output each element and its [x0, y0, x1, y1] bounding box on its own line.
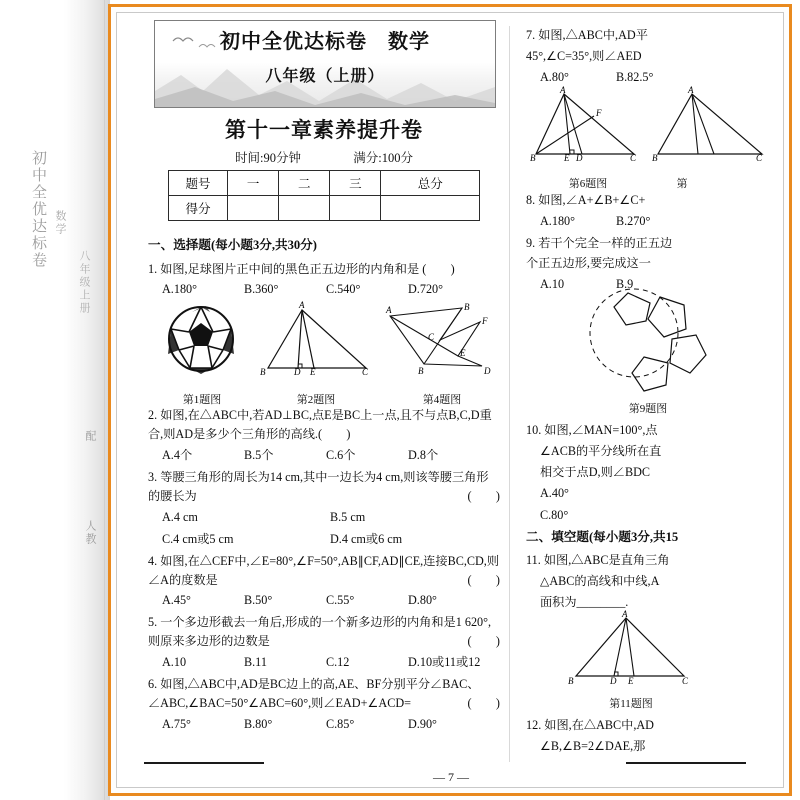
spine-title-text: 初中全优达标卷 [30, 150, 46, 269]
footer-rule-left [144, 762, 264, 764]
svg-text:B: B [530, 152, 536, 163]
svg-text:B: B [260, 367, 266, 378]
svg-text:C: C [682, 676, 689, 687]
table-row [169, 171, 480, 196]
figure-captions-row-1 [148, 392, 500, 406]
question-3-paren: ( ) [467, 488, 500, 503]
svg-text:D: D [576, 152, 583, 163]
question-8 [526, 191, 776, 210]
score-table-cell: 得分 [169, 196, 228, 221]
svg-text:E: E [628, 676, 634, 687]
figure-4-shape [384, 304, 496, 376]
spine-mark-text: 配 [84, 430, 96, 443]
question-1 [148, 260, 500, 279]
svg-text:D: D [484, 366, 491, 377]
option-b[interactable]: B.5个 [244, 448, 274, 463]
option-c[interactable]: C.6个 [326, 448, 356, 463]
svg-text:B: B [418, 366, 424, 377]
caption-fig-11: 第11题图 [609, 698, 653, 711]
option-c[interactable]: C.540° [326, 282, 361, 297]
option-a[interactable]: A.10 [540, 277, 565, 292]
svg-text:E: E [460, 348, 466, 359]
question-6 [148, 675, 500, 713]
spine-subject-text: 数学 [54, 210, 66, 236]
caption-fig-1: 第1题图 [182, 394, 222, 407]
question-11-number: 11. [526, 553, 541, 568]
question-3-number: 3. [148, 470, 158, 485]
option-b[interactable]: B.270° [616, 213, 651, 228]
question-8-options [526, 212, 776, 231]
score-table-cell: 一 [228, 171, 279, 196]
question-9-number: 9. [526, 235, 536, 250]
option-c[interactable]: C.12 [326, 655, 350, 670]
question-6-number: 6. [148, 677, 158, 692]
score-table [168, 170, 480, 221]
spine-grade-text: 八年级上册 [78, 250, 90, 315]
caption-fig-9: 第9题图 [628, 403, 668, 416]
question-11-text: 如图,△ABC是直角三角 [543, 553, 670, 568]
question-8-number: 8. [526, 192, 536, 207]
svg-text:C: C [362, 367, 369, 378]
question-7-text-line2: 45°,∠C=35°,则∠AED [526, 48, 642, 63]
question-9-text: 若干个完全一样的正五边 [538, 235, 673, 250]
question-4-paren: ( ) [467, 572, 500, 587]
left-column [148, 236, 500, 737]
figure-7-triangle [652, 84, 770, 163]
option-b[interactable]: B.360° [244, 282, 279, 297]
question-3-text: 等腰三角形的周长为14 cm,其中一边长为4 cm,则该等腰三角形的腰长为 [148, 470, 489, 503]
book-title: 初中全优达标卷 数学 [220, 31, 430, 53]
score-table-cell: 总分 [381, 171, 480, 196]
svg-text:A: A [386, 305, 392, 316]
exam-meta [154, 148, 494, 166]
figures-row-right-3 [526, 609, 776, 692]
question-1-options [148, 280, 500, 299]
page-content [126, 18, 776, 784]
question-2 [148, 406, 500, 444]
book-grade: 八年级（上册） [265, 68, 385, 85]
svg-text:A: A [560, 84, 566, 95]
question-9 [526, 234, 776, 253]
spine-publisher-text: 人教 [84, 520, 96, 546]
question-4-text: 如图,在△CEF中,∠E=80°,∠F=50°,AB∥CF,AD∥CE,连接BC,CD,则∠A的度数是 [148, 553, 500, 587]
question-10-option-c [526, 506, 776, 525]
score-table-cell [381, 196, 480, 221]
question-8-text: 如图,∠A+∠B+∠C+ [538, 192, 646, 207]
header-banner [154, 20, 496, 108]
option-d[interactable]: D.90° [408, 716, 437, 731]
score-table-cell: 题号 [169, 171, 228, 196]
svg-text:B: B [568, 676, 574, 687]
caption-fig-7: 第 [676, 177, 688, 190]
book-spine-gutter [0, 0, 110, 800]
section-heading-choice: 一、选择题(每小题3分,共30分) [148, 238, 317, 252]
option-a[interactable]: A.4个 [162, 448, 193, 463]
question-7-number: 7. [526, 28, 536, 42]
figure-captions-row-right-1 [526, 176, 776, 191]
option-c[interactable]: C.4 cm或5 cm [162, 531, 234, 546]
option-d[interactable]: D.8个 [408, 448, 439, 463]
question-11-text-line3: 面积为________. [540, 595, 629, 610]
caption-fig-2: 第2题图 [296, 394, 336, 407]
svg-text:A: A [688, 84, 694, 95]
question-12-text-line2: ∠B,∠B=2∠DAE,那 [540, 739, 646, 754]
question-1-paren: ( ) [422, 261, 455, 276]
option-b[interactable]: B.82.5° [616, 69, 654, 84]
table-row [169, 196, 480, 221]
right-column [526, 26, 776, 766]
spine-divider [104, 0, 105, 800]
question-1-number: 1. [148, 261, 158, 276]
caption-fig-6: 第6题图 [568, 177, 608, 190]
question-6-paren: ( ) [467, 696, 500, 711]
svg-text:E: E [310, 367, 316, 378]
option-a[interactable]: A.40° [540, 486, 569, 501]
option-a[interactable]: A.80° [540, 69, 569, 84]
option-a[interactable]: A.180° [540, 213, 576, 228]
column-divider [509, 26, 510, 762]
option-a[interactable]: A.4 cm [162, 509, 198, 524]
option-c[interactable]: C.80° [540, 507, 569, 522]
figure-6-triangle [530, 84, 646, 163]
svg-text:F: F [596, 107, 602, 118]
svg-text:C: C [428, 332, 435, 343]
option-d[interactable]: D.4 cm或6 cm [330, 531, 403, 546]
option-b[interactable]: B.50° [244, 593, 273, 608]
meta-gap [304, 151, 350, 166]
score-table-cell: 三 [330, 171, 381, 196]
question-2-options [148, 446, 500, 465]
time-label: 时间:90分钟 [235, 151, 301, 165]
question-11-text-line2: △ABC的高线和中线,A [540, 574, 660, 589]
option-b[interactable]: B.80° [244, 716, 273, 731]
question-3-options-row1 [148, 508, 500, 527]
score-table-cell: 二 [279, 171, 330, 196]
page-number: — 7 — [433, 770, 469, 784]
question-10-text-line3: 相交于点D,则∠BDC [540, 465, 651, 480]
option-b[interactable]: B.9 [616, 277, 634, 292]
svg-text:D: D [610, 676, 617, 687]
question-6-options [148, 715, 500, 734]
figures-row-right-2 [526, 297, 776, 397]
question-6-text: 如图,△ABC中,AD是BC边上的高,AE、BF分别平分∠BAC、∠ABC,∠BAC=50°∠ABC=60°,则∠EAD+∠ACD= [148, 677, 480, 711]
figure-11-triangle [566, 609, 696, 687]
question-12-text: 如图,在△ABC中,AD [544, 718, 654, 733]
question-5-number: 5. [148, 615, 158, 630]
question-5 [148, 613, 500, 651]
question-9-text-line2: 个正五边形,要完成这一 [526, 256, 651, 271]
option-a[interactable]: A.180° [162, 282, 198, 297]
question-5-text: 一个多边形截去一角后,形成的一个新多边形的内角和是1 620°,则原来多边形的边数是 [148, 615, 492, 649]
figure-2-triangle [258, 300, 374, 378]
option-c[interactable]: C.55° [326, 593, 355, 608]
question-10-number: 10. [526, 423, 542, 438]
question-11 [526, 551, 776, 570]
svg-text:A: A [622, 609, 628, 620]
svg-text:C: C [630, 152, 637, 163]
question-3-options-row2 [148, 530, 500, 549]
option-a[interactable]: A.75° [162, 716, 191, 731]
question-5-paren: ( ) [467, 634, 500, 649]
question-7-text: 如图,△ABC中,AD平 [538, 28, 648, 42]
option-d[interactable]: D.10或11或12 [408, 655, 481, 670]
figures-row-right-1 [526, 84, 776, 172]
chapter-title: 第十一章素养提升卷 [225, 118, 423, 142]
question-2-number: 2. [148, 408, 158, 423]
question-10 [526, 421, 776, 440]
svg-text:E: E [564, 152, 570, 163]
question-4-number: 4. [148, 553, 158, 568]
question-7 [526, 26, 776, 45]
soccer-ball-figure [162, 302, 240, 376]
figures-row-1 [148, 302, 500, 388]
caption-fig-4: 第4题图 [422, 394, 462, 407]
svg-text:F: F [482, 316, 488, 327]
footer-rule-right [626, 762, 746, 764]
section-heading-fill: 二、填空题(每小题3分,共15 [526, 529, 679, 544]
svg-text:C: C [756, 152, 763, 163]
svg-text:A: A [299, 300, 305, 311]
svg-text:B: B [464, 302, 470, 313]
question-3 [148, 468, 500, 506]
svg-text:D: D [294, 367, 301, 378]
svg-text:B: B [652, 152, 658, 163]
question-5-options [148, 653, 500, 672]
question-1-text: 如图,足球图片正中间的黑色正五边形的内角和是 [160, 261, 420, 276]
question-10-text: 如图,∠MAN=100°,点 [544, 423, 658, 438]
option-c[interactable]: C.85° [326, 716, 355, 731]
score-label: 满分:100分 [353, 151, 413, 165]
option-a[interactable]: A.10 [162, 655, 187, 670]
option-d[interactable]: D.80° [408, 593, 437, 608]
question-4 [148, 552, 500, 590]
question-12 [526, 716, 776, 735]
score-table-cell [279, 196, 330, 221]
option-d[interactable]: D.720° [408, 282, 444, 297]
option-b[interactable]: B.11 [244, 655, 267, 670]
option-a[interactable]: A.45° [162, 593, 191, 608]
score-table-cell [330, 196, 381, 221]
question-10-option-a [526, 484, 776, 503]
question-2-text: 如图,在△ABC中,若AD⊥BC,点E是BC上一点,且不与点B,C,D重合,则AD是多少个三角形的高线.( ) [148, 408, 492, 442]
score-table-cell [228, 196, 279, 221]
question-10-text-line2: ∠ACB的平分线所在直 [540, 444, 662, 459]
question-4-options [148, 591, 500, 610]
figure-9-pentagon-ring [548, 285, 748, 397]
option-b[interactable]: B.5 cm [330, 509, 366, 524]
question-12-number: 12. [526, 718, 542, 733]
